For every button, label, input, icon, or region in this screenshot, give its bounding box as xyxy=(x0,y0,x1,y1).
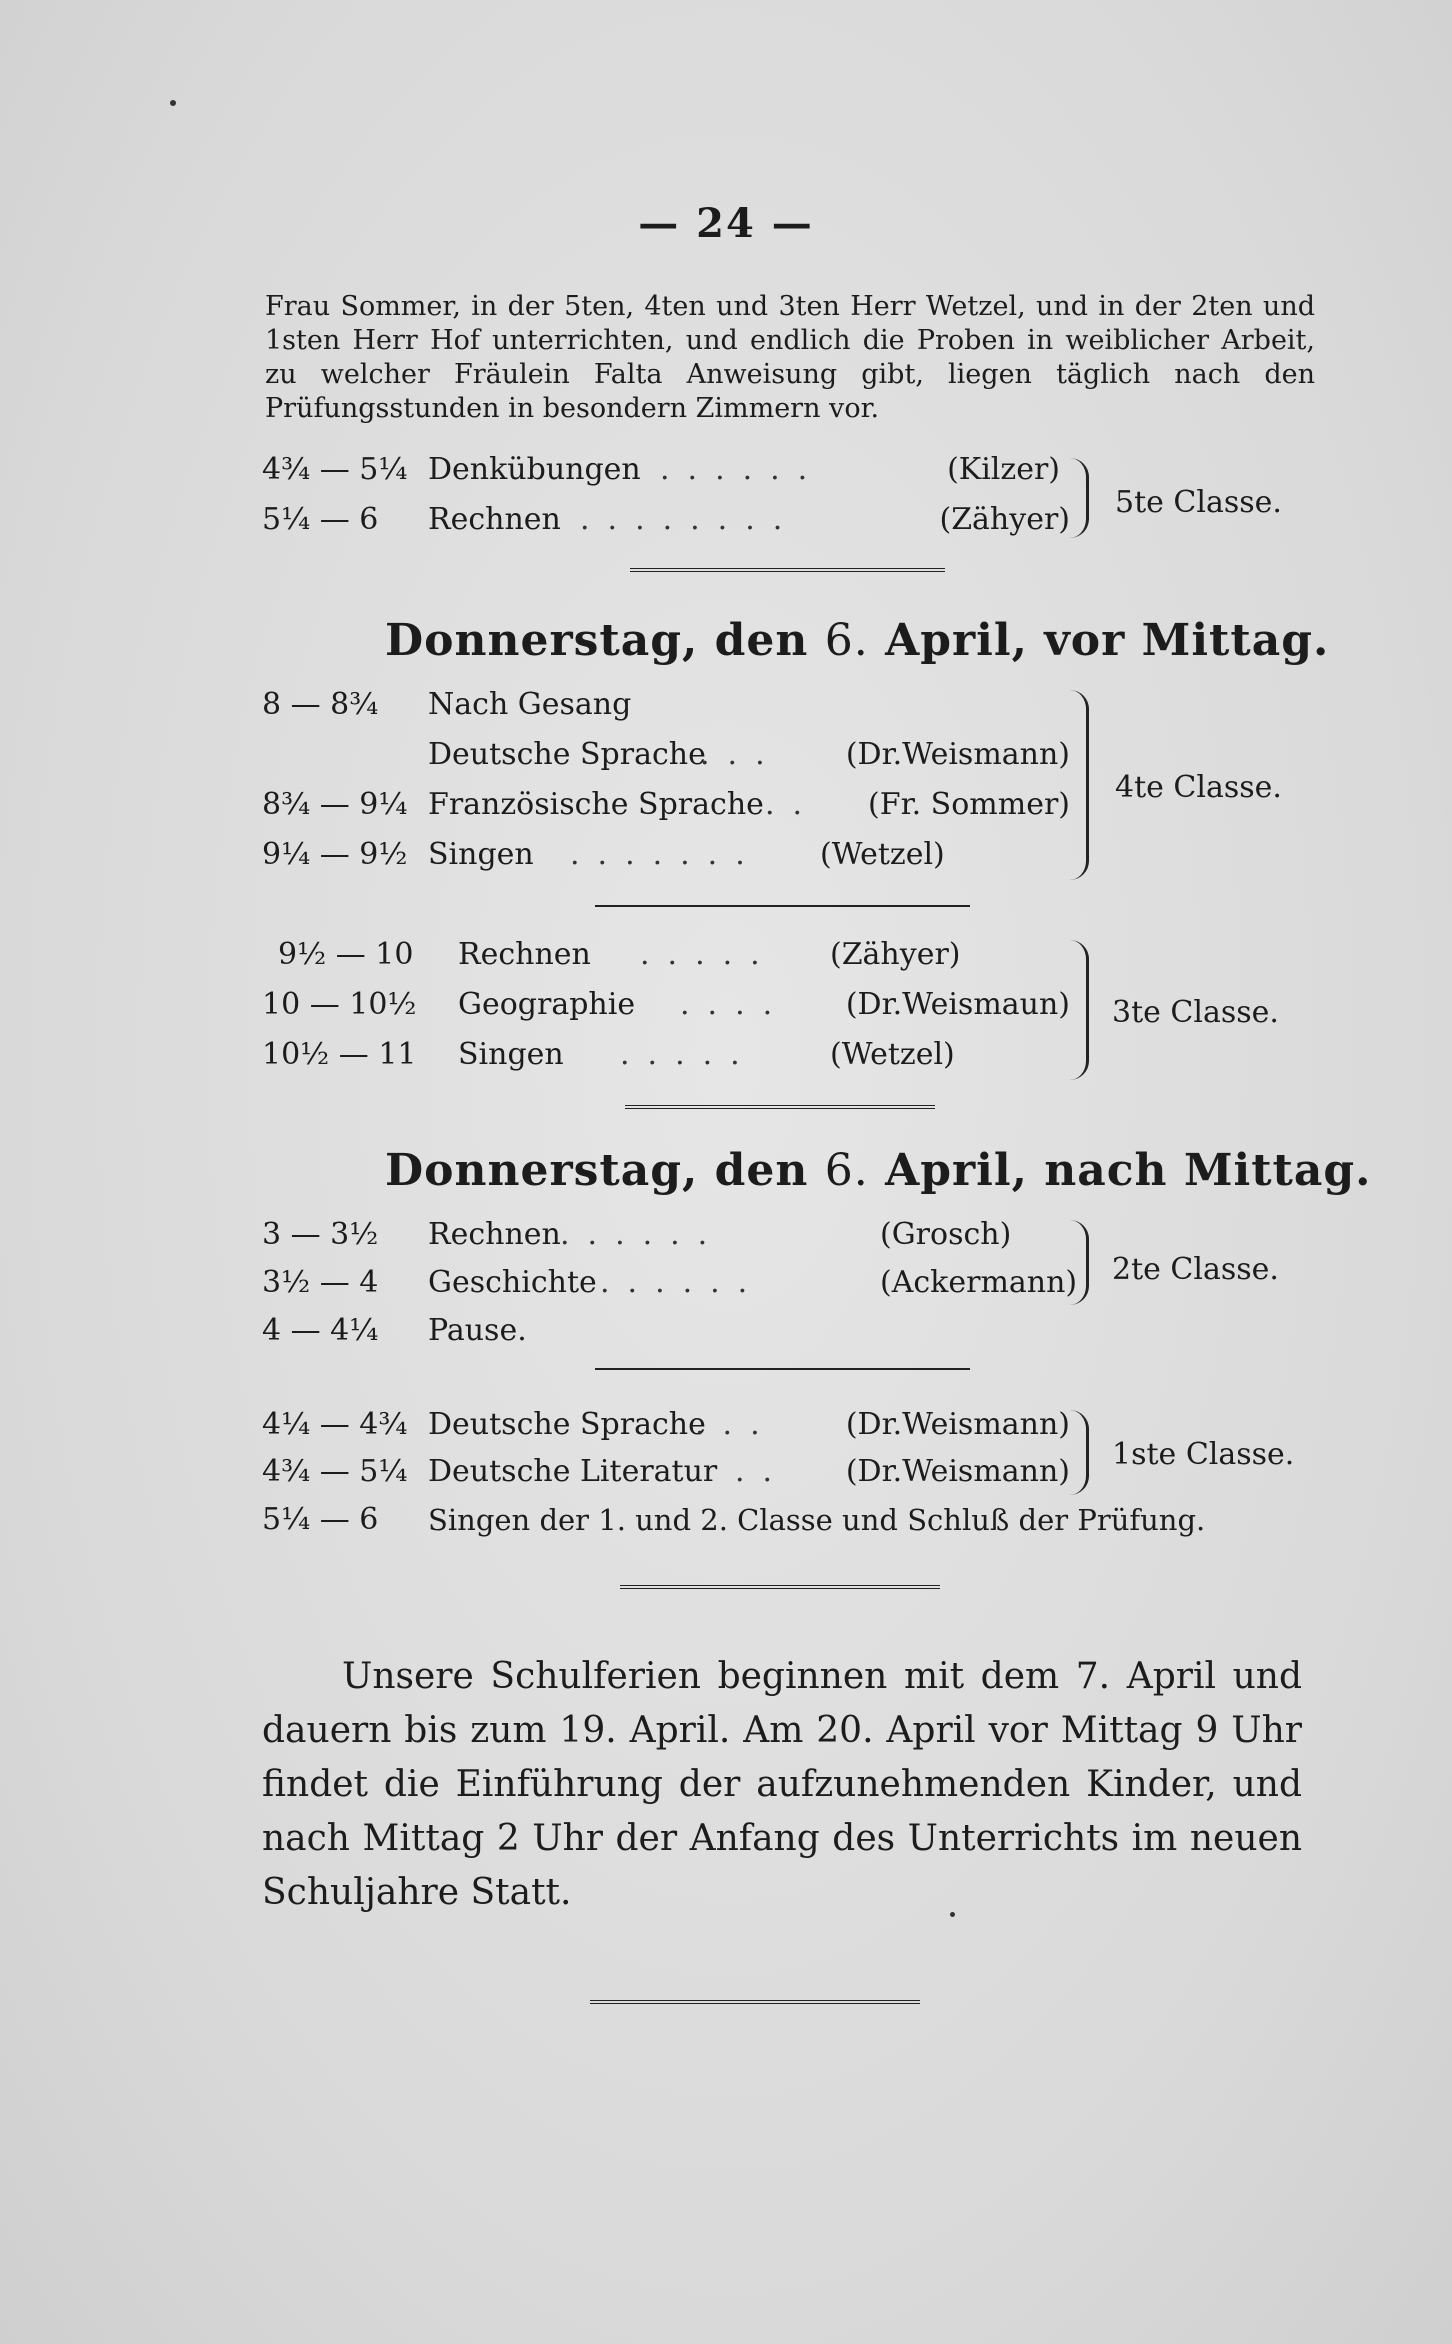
subject-cell: Französische Sprache xyxy=(428,787,764,822)
divider xyxy=(625,1105,935,1112)
teacher-cell: (Wetzel) xyxy=(830,1037,955,1072)
leader-dots: ...... xyxy=(600,1265,766,1300)
class-label: 1ste Classe. xyxy=(1112,1437,1295,1472)
time-cell: 8 — 8¾ xyxy=(262,687,379,722)
time-cell: 3 — 3½ xyxy=(262,1217,379,1252)
subject-cell: Rechnen xyxy=(428,1217,561,1252)
teacher-cell: (Dr.Weismann) xyxy=(845,737,1070,772)
class-label: 2te Classe. xyxy=(1112,1252,1279,1287)
teacher-cell: (Dr.Weismaun) xyxy=(845,987,1070,1022)
time-cell: 5¼ — 6 xyxy=(262,502,379,537)
leader-dots: .... xyxy=(680,987,791,1022)
subject-cell: Deutsche Sprache xyxy=(428,1407,706,1442)
time-cell: 9½ — 10 xyxy=(278,937,414,972)
divider xyxy=(630,568,945,575)
teacher-cell: (Zähyer) xyxy=(830,937,961,972)
divider xyxy=(595,905,970,907)
teacher-cell: (Zähyer) xyxy=(939,502,1070,537)
teacher-cell: (Grosch) xyxy=(880,1217,1012,1252)
subject-cell: Geschichte xyxy=(428,1265,597,1300)
subject-cell: Singen der 1. und 2. Classe und Schluß der Prüfung. xyxy=(428,1503,1206,1537)
time-cell: 10 — 10½ xyxy=(262,987,417,1022)
subject-cell: Singen xyxy=(428,837,534,872)
leader-dots: ... xyxy=(700,737,783,772)
leader-dots: ... xyxy=(695,1407,778,1442)
time-cell: 4¾ — 5¼ xyxy=(262,452,408,487)
class-label: 4te Classe. xyxy=(1115,770,1282,805)
time-cell: 3½ — 4 xyxy=(262,1265,379,1300)
subject-cell: Denkübungen xyxy=(428,452,641,487)
class-label: 5te Classe. xyxy=(1115,485,1282,520)
time-cell: 4¼ — 4¾ xyxy=(262,1407,408,1442)
teacher-cell: (Ackermann) xyxy=(880,1265,1078,1300)
teacher-cell: (Kilzer) xyxy=(947,452,1060,487)
teacher-cell: (Wetzel) xyxy=(820,837,945,872)
teacher-cell: (Dr.Weismann) xyxy=(845,1454,1070,1489)
closing-paragraph: Unsere Schulferien beginnen mit dem 7. April und dauern bis zum 19. April. Am 20. April vor Mittag 9 Uhr findet die Einführung der aufzunehmenden Kinder, und nach Mittag 2 Uhr der Anfang des Unterrichts im neuen Schuljahre Statt. xyxy=(262,1656,1302,1913)
teacher-cell: (Fr. Sommer) xyxy=(868,787,1070,822)
section-heading: Donnerstag, den 6. April, nach Mittag. xyxy=(385,1145,1372,1196)
brace xyxy=(1070,690,1089,880)
subject-cell: Pause. xyxy=(428,1313,527,1348)
leader-dots: ...... xyxy=(660,452,826,487)
time-cell: 9¼ — 9½ xyxy=(262,837,408,872)
subject-cell: Nach Gesang xyxy=(428,687,632,722)
subject-cell: Deutsche Literatur xyxy=(428,1454,718,1489)
time-cell: 10½ — 11 xyxy=(262,1037,417,1072)
teacher-cell: (Dr.Weismann) xyxy=(845,1407,1070,1442)
class-label: 3te Classe. xyxy=(1112,995,1279,1030)
subject-cell: Rechnen xyxy=(428,502,561,537)
leader-dots: ...... xyxy=(560,1217,726,1252)
brace xyxy=(1070,1220,1089,1305)
leader-dots: ........ xyxy=(580,502,801,537)
brace xyxy=(1070,940,1089,1080)
time-cell: 8¾ — 9¼ xyxy=(262,787,408,822)
leader-dots: .. xyxy=(735,1454,791,1489)
leader-dots: ..... xyxy=(640,937,778,972)
divider xyxy=(590,2000,920,2007)
leader-dots: ..... xyxy=(620,1037,758,1072)
subject-cell: Geographie xyxy=(458,987,636,1022)
divider xyxy=(620,1585,940,1592)
brace xyxy=(1070,1410,1089,1495)
section-heading: Donnerstag, den 6. April, vor Mittag. xyxy=(385,615,1330,666)
page-number: — 24 — xyxy=(638,200,814,247)
ink-speck xyxy=(170,100,176,106)
leader-dots: ....... xyxy=(570,837,763,872)
subject-cell: Rechnen xyxy=(458,937,591,972)
divider xyxy=(595,1368,970,1370)
time-cell: 5¼ — 6 xyxy=(262,1502,379,1537)
intro-paragraph: Frau Sommer, in der 5ten, 4ten und 3ten Herr Wetzel, und in der 2ten und 1sten Herr Hof unterrichten, und endlich die Proben in weiblicher Arbeit, zu welcher Fräulein Falta Anweisung gibt, liegen täglich nach den Prüfungsstunden in besondern Zimmern vor. xyxy=(265,291,1315,424)
subject-cell: Deutsche Sprache xyxy=(428,737,706,772)
brace xyxy=(1070,458,1089,538)
subject-cell: Singen xyxy=(458,1037,564,1072)
ink-speck xyxy=(950,1912,955,1917)
time-cell: 4 — 4¼ xyxy=(262,1313,379,1348)
time-cell: 4¾ — 5¼ xyxy=(262,1454,408,1489)
leader-dots: .. xyxy=(765,787,821,822)
